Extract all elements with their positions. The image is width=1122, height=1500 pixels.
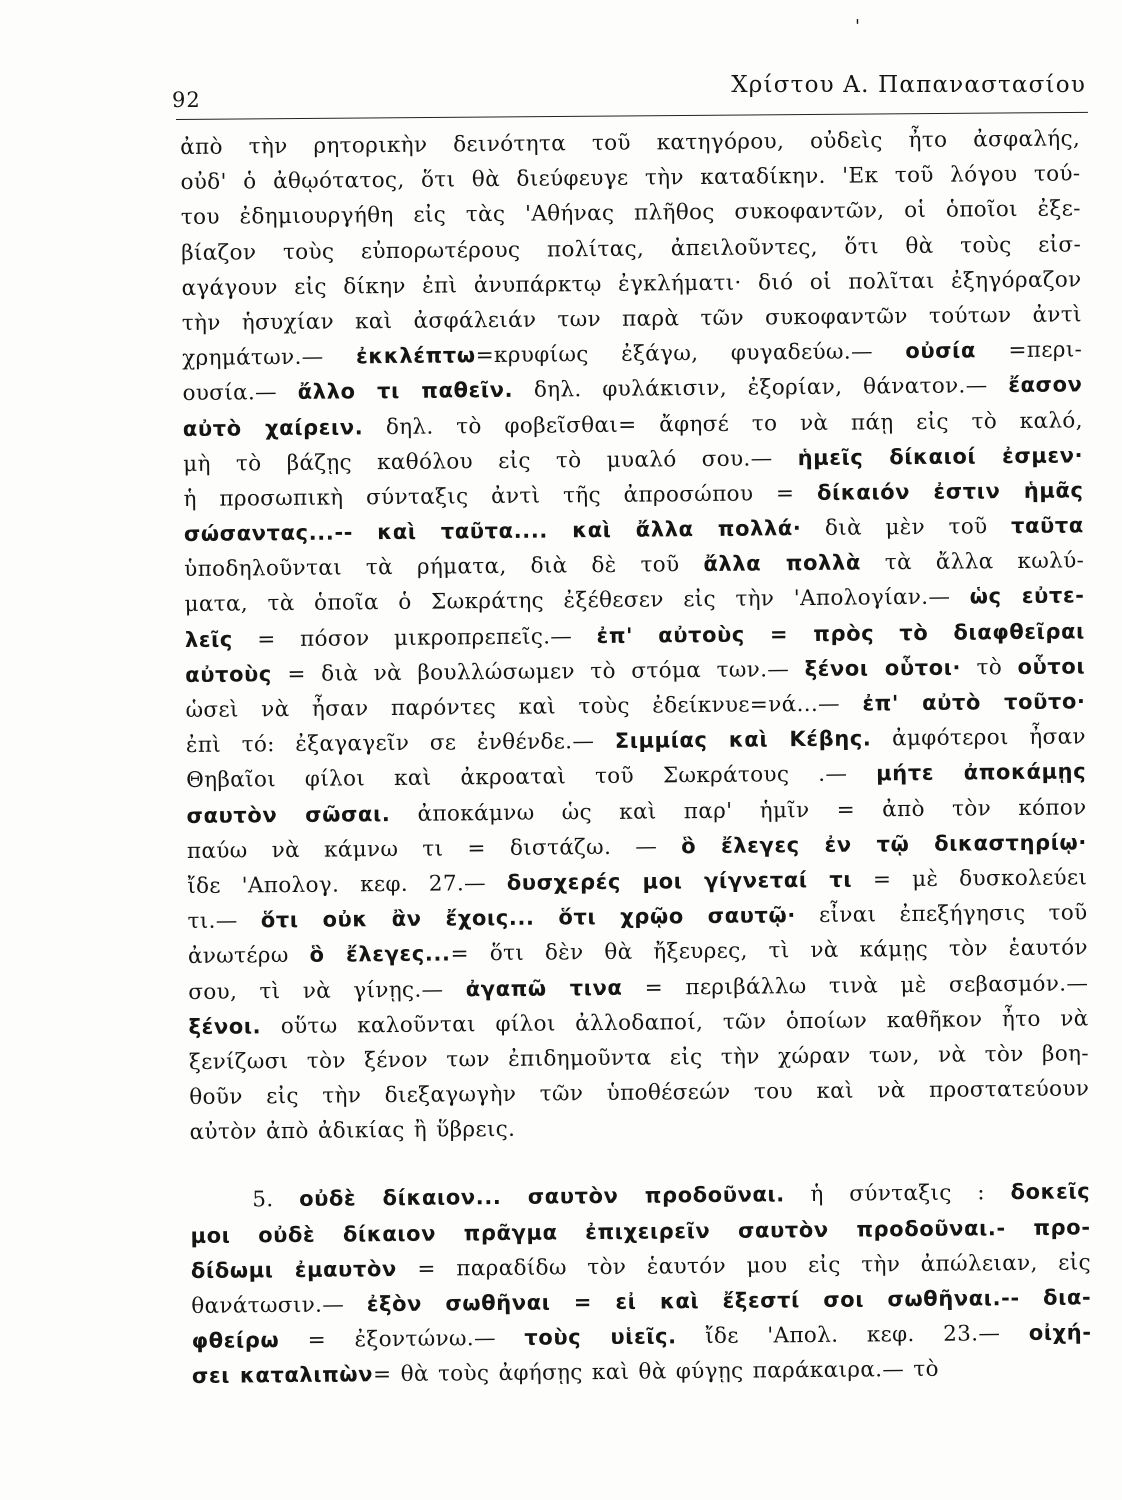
bold-lemma: ὃ ἔλεγες...: [309, 941, 451, 968]
text-run: ἀνωτέρω: [187, 943, 310, 970]
running-head: Χρίστου Α. Παπαναστασίου: [731, 72, 1086, 98]
text-run: τι.—: [187, 908, 261, 935]
bold-lemma: ἔασον: [1008, 372, 1083, 398]
text-run: του ἐδημιουργήθη εἰς τὰς 'Αθήνας πλῆθος συκοφαντῶν, οἱ ὁποῖοι ἐξε-: [180, 196, 1081, 231]
bold-lemma: αὐτοὺς: [185, 661, 273, 687]
page-number: 92: [172, 88, 201, 112]
bold-lemma: τοὺς υἱεῖς.: [524, 1324, 677, 1350]
text-run: εἶναι ἐπεξήγησις τοῦ: [795, 900, 1088, 929]
bold-lemma: ταῦτα: [1010, 513, 1084, 539]
bold-lemma: δίκαιόν ἐστιν ἡμᾶς: [816, 478, 1084, 505]
text-run: ουσία.—: [182, 380, 298, 407]
bold-lemma: σει καταλιπὼν: [191, 1362, 374, 1389]
bold-lemma: μήτε ἀποκάμῃς: [876, 759, 1087, 786]
text-run: αὐτὸν ἀπὸ ἀδικίας ἢ ὕβρεις.: [189, 1117, 516, 1146]
bold-lemma: οὗτοι: [1017, 654, 1086, 679]
bold-lemma: ἄλλο τι παθεῖν.: [297, 378, 514, 405]
bold-lemma: Σιμμίας καὶ Κέβης.: [614, 726, 872, 754]
text-run: οὐδ' ὁ ἀθῳότατος, ὅτι θὰ διεύφευγε τὴν καταδίκην. 'Εκ τοῦ λόγου τού-: [180, 161, 1081, 196]
bold-lemma: ὡς εὐτε-: [969, 583, 1085, 609]
bold-lemma: δοκεῖς: [1010, 1179, 1091, 1205]
text-run: ἡ σύνταξις :: [784, 1180, 1011, 1208]
text-run: ματα, τὰ ὁποῖα ὁ Σωκράτης ἐξέθεσεν εἰς τὴν 'Απολογίαν.—: [184, 584, 970, 618]
bold-lemma: ἀγαπῶ τινα: [465, 975, 623, 1001]
text-run: 5.: [252, 1187, 300, 1213]
bold-lemma: σαυτὸν σῶσαι.: [186, 801, 391, 828]
text-run: ἀποκάμνω ὡς καὶ παρ' ἡμῖν = ἀπὸ τὸν κόπον: [390, 794, 1087, 827]
text-run: σου, τὶ νὰ γίνῃς.—: [188, 976, 466, 1005]
bold-lemma: ἡμεῖς δίκαιοί ἐσμεν·: [797, 443, 1084, 470]
text-run: ξενίζωσι τὸν ξένον των ἐπιδημοῦντα εἰς τὴν χώραν των, νὰ τὸν βοη-: [188, 1041, 1090, 1075]
text-run: τὴν ἡσυχίαν καὶ ἀσφάλειάν των παρὰ τῶν συκοφαντῶν τούτων ἀντὶ: [181, 302, 1082, 336]
bold-lemma: ἐπ' αὐτοὺς = πρὸς τὸ διαφθεῖραι: [596, 618, 1085, 648]
text-run: ἐπὶ τό: ἐξαγαγεῖν σε ἐνθένδε.—: [185, 729, 615, 759]
text-run: ἴδε 'Απολ. κεφ. 23.—: [676, 1321, 1029, 1350]
bold-lemma: ὃ ἔλεγες ἐν τῷ δικαστηρίῳ·: [681, 830, 1088, 858]
bold-lemma: αὐτὸ χαίρειν.: [182, 414, 364, 441]
bold-lemma: ἐξὸν σωθῆναι = εἰ καὶ ἔξεστί σοι σωθῆναι.-- δια-: [366, 1285, 1092, 1317]
bold-lemma: ὅτι οὐκ ἂν ἔχοις... ὅτι χρῷο σαυτῷ·: [260, 903, 796, 933]
text-run: = παραδίδω τὸν ἑαυτόν μου εἰς τὴν ἀπώλειαν, εἰς: [396, 1250, 1092, 1282]
text-run: θανάτωσιν.—: [191, 1292, 367, 1319]
text-run: = ὅτι δὲν θὰ ἤξευρες, τὶ νὰ κάμῃς τὸν ἑαυτόν: [450, 935, 1088, 967]
text-run: = θὰ τοὺς ἀφήσῃς καὶ θὰ φύγῃς παράκαιρα.— τὸ: [372, 1357, 940, 1388]
text-run: διὰ μὲν τοῦ: [801, 514, 1012, 542]
text-run: = μὲ δυσκολεύει: [851, 865, 1088, 893]
text-run: ὡσεὶ νὰ ἦσαν παρόντες καὶ τοὺς ἐδείκνυε=νά...—: [185, 691, 863, 723]
bold-lemma: δυσχερές μοι γίγνεταί τι: [506, 867, 853, 895]
bold-lemma: φθείρω: [191, 1328, 280, 1354]
stray-mark: ': [855, 16, 860, 37]
text-run: τὰ ἄλλα κωλύ-: [860, 548, 1085, 576]
text-run: ὑποδηλοῦνται τὰ ρήματα, διὰ δὲ τοῦ: [184, 552, 704, 583]
body-text: [180, 121, 1092, 1394]
text-run: οὕτω καλοῦνται φίλοι ἀλλοδαποί, τῶν ὁποίων καθῆκον ἦτο νὰ: [261, 1006, 1089, 1039]
text-run: = διὰ νὰ βουλλώσωμεν τὸ στόμα των.—: [271, 656, 805, 687]
text-run: αγάγουν εἰς δίκην ἐπὶ ἀνυπάρκτῳ ἐγκλήματι· διό οἱ πολῖται ἐξηγόραζον: [181, 267, 1082, 301]
bold-lemma: δίδωμι ἐμαυτὸν: [190, 1256, 397, 1283]
bold-lemma: σώσαντας...-- καὶ ταῦτα.... καὶ ἄλλα πολλά·: [183, 516, 802, 547]
bold-lemma: οὐδὲ δίκαιον... σαυτὸν προδοῦναι.: [299, 1182, 785, 1212]
bold-lemma: ξένοι.: [188, 1013, 262, 1039]
text-run: τὸ: [960, 654, 1018, 681]
paragraph-commentary: [180, 121, 1090, 1150]
bold-lemma: μοι οὐδὲ δίκαιον πρᾶγμα ἐπιχειρεῖν σαυτὸν προδοῦναι.- προ-: [190, 1214, 1091, 1248]
text-run: δηλ. φυλάκισιν, ἐξορίαν, θάνατον.—: [513, 373, 1009, 404]
text-run: = περιβάλλω τινὰ μὲ σεβασμόν.—: [622, 970, 1089, 1001]
bold-lemma: ἄλλα πολλὰ: [703, 550, 862, 577]
text-run: ἴδε 'Απολογ. κεφ. 27.—: [187, 870, 507, 899]
text-run: ἡ προσωπικὴ σύνταξις ἀντὶ τῆς ἀπροσώπου =: [183, 480, 818, 512]
bold-lemma: ἐπ' αὐτὸ τοῦτο·: [862, 689, 1086, 716]
text-run: = πόσον μικροπρεπεῖς.—: [232, 623, 597, 653]
bold-lemma: οἰχή-: [1028, 1320, 1092, 1346]
text-run: = ἐξοντώνω.—: [279, 1325, 525, 1354]
text-run: =κρυφίως ἐξάγω, φυγαδεύω.—: [475, 339, 906, 369]
text-run: =περι-: [975, 337, 1083, 364]
text-run: μὴ τὸ βάζῃς καθόλου εἰς τὸ μυαλό σου.—: [183, 445, 798, 477]
text-run: χρημάτων.—: [182, 344, 357, 372]
text-run: βίαζον τοὺς εὐπορωτέρους πολίτας, ἀπειλοῦντες, ὅτι θὰ τοὺς εἰσ-: [181, 231, 1082, 266]
bold-lemma: οὐσία: [905, 338, 977, 364]
paragraph-section-5: [190, 1175, 1092, 1395]
bold-lemma: ἐκκλέπτω: [355, 343, 476, 369]
text-run: ἀμφότεροι ἦσαν: [871, 724, 1086, 752]
bold-lemma: ξένοι οὗτοι·: [804, 655, 962, 681]
header-rule: [176, 112, 1088, 120]
text-run: παύω νὰ κάμνω τι = διστάζω. —: [186, 833, 682, 864]
text-run: δηλ. τὸ φοβεῖσθαι= ἄφησέ το νὰ πάῃ εἰς τὸ καλό,: [363, 407, 1083, 440]
text-run: Θηβαῖοι φίλοι καὶ ἀκροαταὶ τοῦ Σωκράτους .—: [186, 761, 877, 794]
bold-lemma: λεῖς: [184, 627, 234, 652]
text-run: ἀπὸ τὴν ρητορικὴν δεινότητα τοῦ κατηγόρου, οὐδεὶς ἦτο ἀσφαλής,: [180, 126, 1081, 160]
text-run: θοῦν εἰς τὴν διεξαγωγὴν τῶν ὑποθέσεών του καὶ νὰ προστατεύουν: [189, 1076, 1090, 1111]
text-line: [192, 1351, 1092, 1395]
